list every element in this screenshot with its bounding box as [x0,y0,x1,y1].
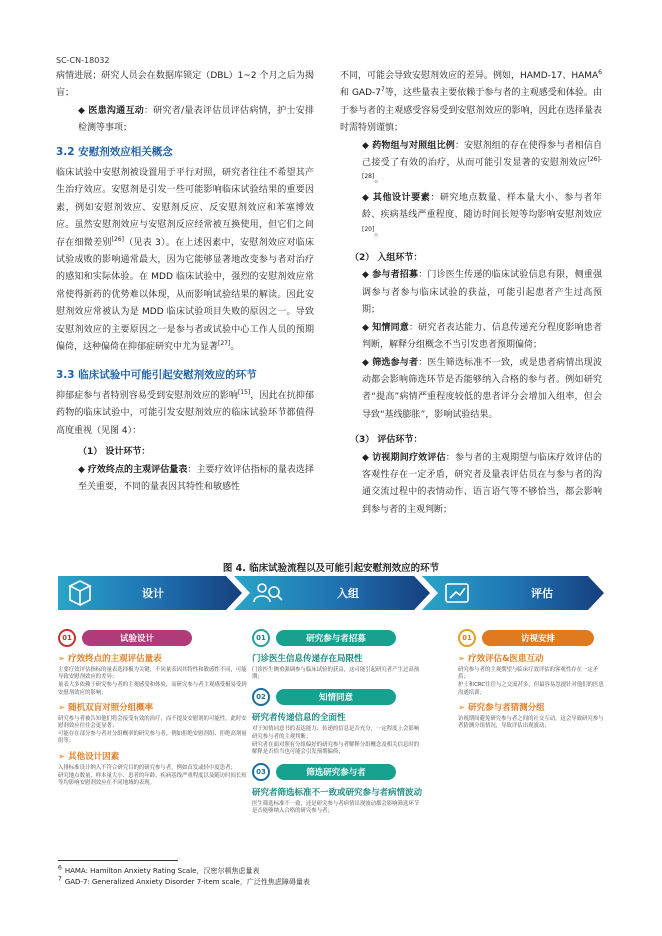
section-3-3-title: 3.3 临床试验中可能引起安慰剂效应的环节 [56,368,257,381]
assess-item-line: 访视期间避免研究参与者之间的社交互动，这会导致研究参与者猜测分组情况，导致评估出现波动； [458,715,604,730]
enroll-pill-row [252,762,424,782]
design-item-line: 研究参与者被告知他们将会接受有效的治疗，而不提及安慰剂的可能性，此时安慰剂效应往往会更显著； [58,715,247,730]
enroll-pill-row [252,687,424,707]
enroll-pill: 知情同意 [276,689,396,705]
assess-item-line: 研究参与者的主观期望与临床疗效评估的客观性存在一定矛盾； [458,667,599,681]
assess-number-badge: 01 [458,629,476,647]
design-item-title: ➢ 疗效终点的主观评估量表 [58,654,162,664]
enroll-item-body [252,726,424,756]
footnote-number: 6 [58,864,62,872]
enroll-item-line: 医生筛选标准不一致，还是研究参与者病情出现波动都会影响筛选环节是否能够纳入合格的研究参与者； [252,801,420,815]
design-column [58,628,248,788]
assess-items [458,653,604,730]
bullet-recruit: ◆ 参与者招募：门诊医生传递的临床试验信息有限，侧重强调参与者参与临床试验的获益，可能引起患者产生过高预期； [362,270,602,316]
design-item-body [58,716,248,746]
bullet-visit: ◆ 访视期间疗效评估：参与者的主观期望与临床疗效评估的客观性存在一定矛盾，研究者及量表评估员在与参与者的沟通交流过程中的表情动作、语言语气等不够恰当，都会影响到参与者的主观判断； [362,452,602,515]
enroll-pill: 筛选研究参与者 [276,764,396,780]
assess-item-title: ➢ 研究参与者猜测分组 [458,702,545,713]
assess-stage-title: （3） 评估环节： [350,435,423,446]
enroll-item-body [252,667,424,681]
assess-item-body [458,667,604,697]
design-item-line: 量表大多依赖于研究参与者的主观感受和体验，而研究参与者主观感受极易受到安慰剂效应的影响； [58,682,247,696]
enroll-item-body [252,801,424,815]
bullet-screen: ◆ 筛选参与者：医生筛选标准不一致，或是患者病情出现波动都会影响筛选环节是否能够纳入合格的参与者。例如研究者“提高”病情严重程度较低的患者评分会增加入组率，但会导致“基线膨胀”，影响试验结果。 [362,357,602,420]
figure-caption: 图 4. 临床试验流程以及可能引起安慰剂效应的环节 [222,563,440,574]
enroll-item-line: 研究者在面对照有分组偏好的研究参与者解释分组概念及相关信息时的解释是否恰当也可能会引发预期偏倚； [252,741,420,756]
footnote-7 [58,877,310,887]
footnote-divider [58,860,178,861]
assess-item-line: 护士和CRC往往与之交流甚多，但最容易忽视针对他们的医患沟通培训； [458,682,604,696]
scale-paragraph: 不同，可能会导致安慰剂效应的差异。例如，HAMD-17、HAMA$^6$ 和 GAD-$7^7$等，这些量表主要依赖于参与者的主观感受和体验。由于参与者的主观感受容易受到安慰剂效应的影响，因此在选择量表时需特别谨慎； [340,69,602,134]
enroll-item-line: 门诊医生侧重强调参与临床试验的获益，这可能引起研究者产生过高预期； [252,667,420,681]
design-item-line: 可能存在部分参与者对分组概率的研究参与者，例如拒绝安慰剂组、拒绝高剂量组等； [58,731,247,745]
right-column [340,68,602,519]
enroll-item-line: 对于知情同意书的表达能力、传递的信息是否充分，一定程度上会影响研究参与者的主观判断； [252,726,420,740]
footnote-text: HAMA: Hamilton Anxiety Rating Scale，汉密尔顿焦虑量表 [64,867,260,875]
design-item-body [58,667,248,697]
assess-item-title: ➢ 疗效评估&医患互动 [458,654,544,664]
design-number-badge: 01 [58,629,76,647]
assess-item-body [458,716,604,730]
bullet-ratio: ◆ 药物组与对照组比例：安慰剂组的存在使得参与者相信自己接受了有效的治疗，从而可能引发显著的安慰剂效应[26]-[28]。 [362,140,602,186]
design-stage-title: （1） 设计环节： [78,447,151,458]
footnote-text: GAD-7: Generalized Anxiety Disorder 7-item scale，广泛性焦虑障碍量表 [64,878,310,886]
enroll-pill: 研究参与者招募 [276,630,396,646]
document-id: SC-CN-18032 [56,56,110,65]
stage-label-assess: 评估 [531,587,553,600]
enroll-pill-row [252,628,424,648]
bullet-communication: ◆ 医患沟通互动：研究者/量表评估员评估病情，护士安排检测等事项； [78,105,314,134]
figure-4 [58,574,604,850]
stage-label-enroll: 入组 [337,587,359,600]
assess-column [458,628,604,731]
enroll-stage-title: （2） 入组环节： [350,253,423,264]
section-3-3-paragraph: 抑郁症参与者特别容易受到安慰剂效应的影响[15]，因此在抗抑郁药物的临床试验中，可能引发安慰剂效应的临床试验环节都值得高度重视（见图 4）： [56,388,314,436]
footnote-number: 7 [58,875,62,883]
stage-label-design: 设计 [142,587,164,600]
design-item-body [58,765,248,788]
design-pill: 试验设计 [82,630,192,646]
bullet-other-design: ◆ 其他设计要素：研究地点数量、样本量大小、参与者年龄、疾病基线严重程度、随访时间长短等均影响安慰剂效应[20]。 [362,192,602,238]
enroll-item-title: 研究者传递信息的全面性 [252,713,346,724]
assess-pill: 访视安排 [482,630,594,646]
band-segment-enroll [234,576,430,610]
intro-text: 病情进展；研究人员会在数据库锁定（DBL）1~2 个月之后为揭盲； [56,71,314,99]
design-item-title: ➢ 随机双盲对照分组概率 [58,702,154,713]
design-items [58,653,248,787]
footnote-6 [58,866,259,876]
left-column [56,68,314,496]
bullet-endpoint: ◆ 疗效终点的主观评估量表：主要疗效评估指标的量表选择至关重要，不同的量表因其特性和敏感性 [78,464,314,492]
enroll-number-badge: 02 [252,688,270,706]
enroll-item-title: 门诊医生信息传递存在局限性 [252,654,363,664]
stage-band [58,574,604,614]
design-item-line: 主要疗效评估指标的量表选择极为关键，不同量表因其特性和敏感性不同，可能导致安慰剂效应的差异； [58,667,247,681]
enroll-column [252,628,424,817]
enroll-number-badge: 03 [252,763,270,781]
enroll-item-title: 研究者筛选标准不一致或研究参与者病情波动 [252,788,423,799]
design-item-line: 研究地点数量、样本量大小、患者的年龄、疾病基线严重程度以及随访时间长短等均影响安慰剂效应在不同地域的表现。 [58,772,247,787]
design-item-line: 入排标准设计纳入不符合研究目的的研究参与者，例如首发或轻中度患者； [58,764,236,771]
section-3-2-title: 3.2 安慰剂效应相关概念 [56,145,173,158]
enroll-number-badge: 01 [252,629,270,647]
bullet-consent: ◆ 知情同意：研究者表达能力、信息传递充分程度影响患者判断，解释分组概念不当引发患者预期偏倚； [362,322,602,351]
band-segment-assess [422,576,604,610]
section-3-2-paragraph: 临床试验中安慰剂被设置用于平行对照，研究者往往不希望其产生治疗效应。安慰剂是引发一些可能影响临床试验结果的重要因素，例如安慰剂效应、安慰剂反应、反安慰剂效应和苯塞博效应。虽然安慰剂效应与安慰剂反应经常被互换使用，但它们之间存在细微差别[26]（见表 3）。在上述因素中，安慰剂效应对临床试验成败的影响通常最大，因为它能够显著地改变参与者对治疗的感知和实际体验。在 MDD 临床试验中，强烈的安慰剂效应常常使得新药的优势难以体现，从而影响试验结果的解读。因此安慰剂效应常被认为是 MDD 临床试验项目失败的原因之一。导致安慰剂效应的主要原因之一是参与者或试验中心工作人员的预期偏倚，这种偏倚在抑郁症研究中尤为显著[27]。 [56,168,314,353]
design-item-title: ➢ 其他设计因素 [58,751,120,762]
